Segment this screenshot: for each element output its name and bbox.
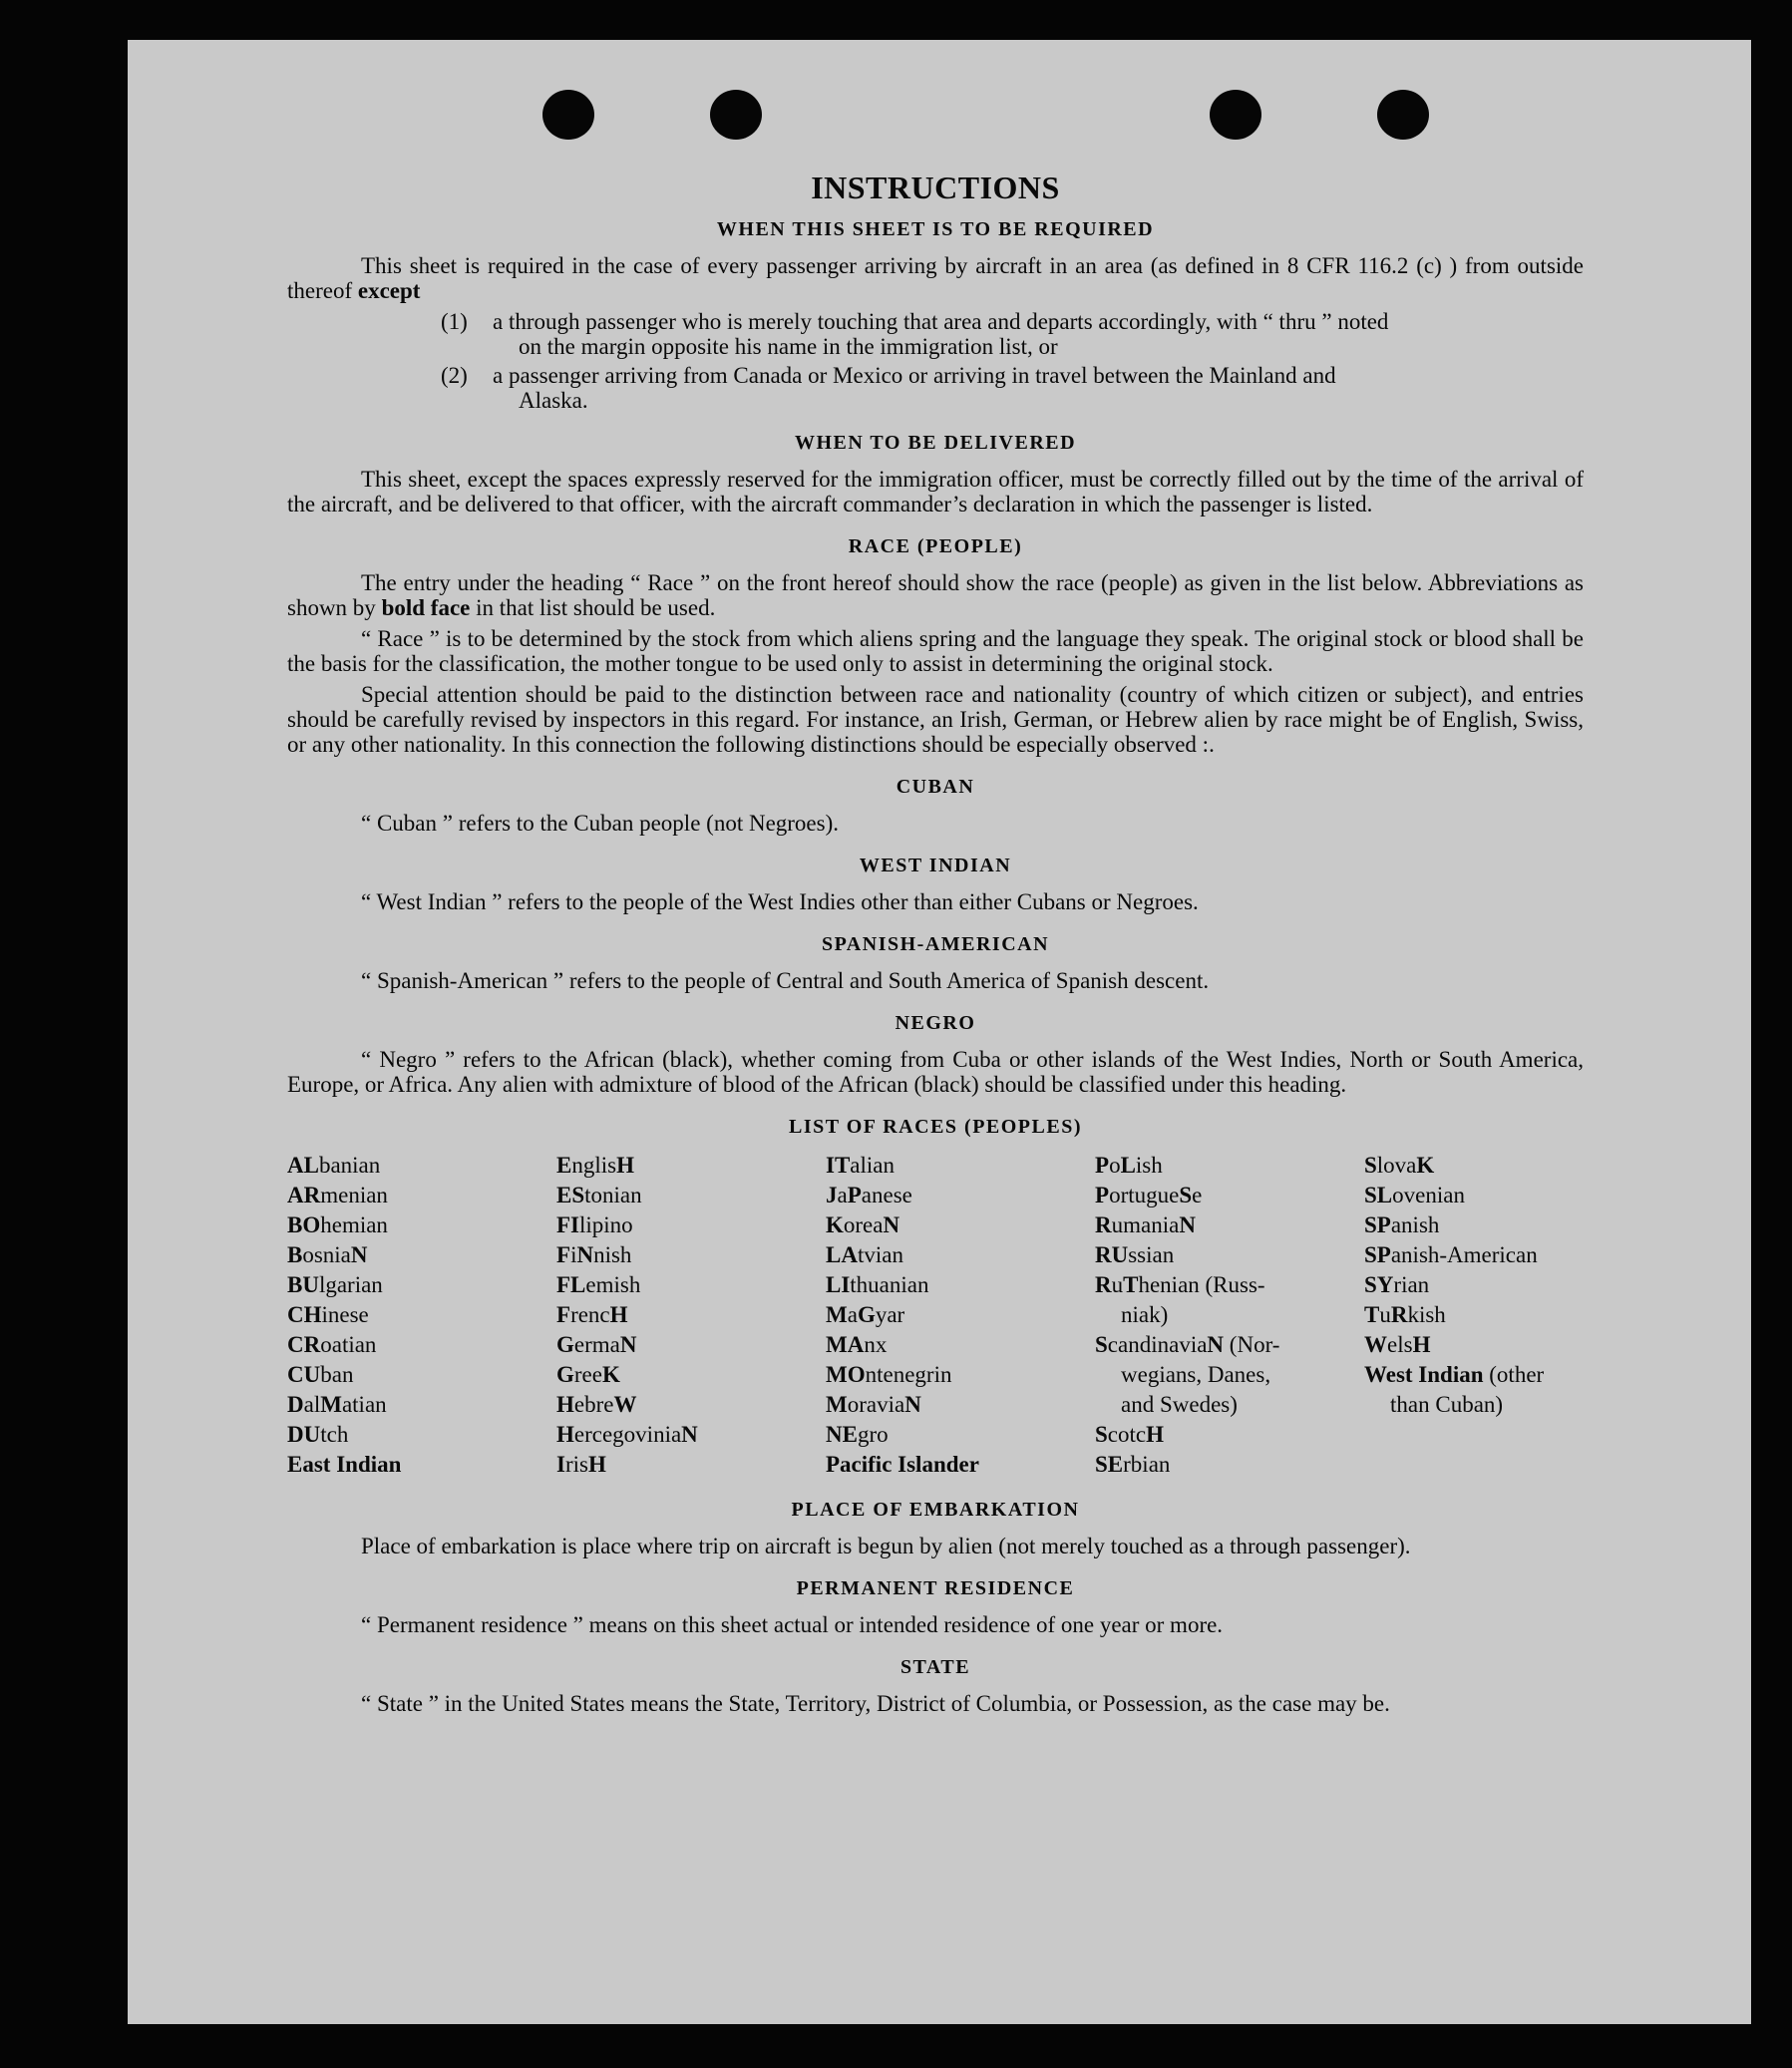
heading-embarkation: PLACE OF EMBARKATION bbox=[791, 1499, 1080, 1521]
race-entry: RUssian bbox=[1095, 1242, 1175, 1267]
punch-hole bbox=[1377, 90, 1429, 140]
race-entry: SErbian bbox=[1095, 1452, 1171, 1477]
west-indian-text: “ West Indian ” refers to the people of the West Indies other than either Cubans or Negroes. bbox=[361, 889, 1199, 914]
race-entry: ARmenian bbox=[287, 1183, 388, 1207]
race-entry: CHinese bbox=[287, 1302, 369, 1327]
heading-when-required: WHEN THIS SHEET IS TO BE REQUIRED bbox=[716, 218, 1155, 240]
race-entry: Pacific Islander bbox=[826, 1452, 979, 1477]
race-entry: SLovenian bbox=[1364, 1183, 1465, 1207]
race-entry: East Indian bbox=[287, 1452, 402, 1477]
race-entry: ScandinaviaN (Nor- bbox=[1095, 1332, 1280, 1357]
races-column bbox=[556, 1151, 826, 1480]
race-entry: ITalian bbox=[826, 1153, 895, 1178]
heading-cuban: CUBAN bbox=[896, 776, 975, 798]
heading-list-of-races: LIST OF RACES (PEOPLES) bbox=[788, 1116, 1082, 1138]
race-entry: KoreaN bbox=[826, 1212, 900, 1237]
negro-text: “ Negro ” refers to the African (black), whether coming from Cuba or other islands of the West Indies, North or South America, Europe, or Africa. Any alien with admixture of blood of the African (black) should be classified under this heading. bbox=[287, 1047, 1584, 1097]
race-entry: PortugueSe bbox=[1095, 1183, 1203, 1207]
race-entry: HebreW bbox=[556, 1392, 637, 1417]
race-entry: SPanish-American bbox=[1364, 1242, 1538, 1267]
race-entry: BUlgarian bbox=[287, 1272, 383, 1297]
race-entry: JaPanese bbox=[826, 1183, 912, 1207]
races-column bbox=[1095, 1151, 1364, 1480]
race-entry: FLemish bbox=[556, 1272, 641, 1297]
punch-hole bbox=[710, 90, 762, 140]
race-entry: EnglisH bbox=[556, 1153, 634, 1178]
race-entry: BOhemian bbox=[287, 1212, 388, 1237]
race-entry: FiNnish bbox=[556, 1242, 632, 1267]
heading-race: RACE (PEOPLE) bbox=[848, 535, 1023, 557]
race-entry: DalMatian bbox=[287, 1392, 387, 1417]
race-entry: PoLish bbox=[1095, 1153, 1163, 1178]
spanish-american-text: “ Spanish-American ” refers to the people of Central and South America of Spanish descent. bbox=[361, 968, 1210, 993]
page-title: INSTRUCTIONS bbox=[811, 170, 1060, 205]
embarkation-text: Place of embarkation is place where trip on aircraft is begun by alien (not merely touched as a through passenger). bbox=[361, 1534, 1411, 1558]
punch-hole bbox=[1210, 90, 1261, 140]
race-entry: SYrian bbox=[1364, 1272, 1430, 1297]
race-entry-continued: niak) bbox=[1121, 1302, 1169, 1327]
race-entry: GreeK bbox=[556, 1362, 620, 1387]
races-column bbox=[287, 1151, 556, 1480]
race-paragraph-2: “ Race ” is to be determined by the stock from which aliens spring and the language they speak. The original stock or blood shall be the basis for the classification, the mother tongue to be used only to assist in determining the original stock. bbox=[287, 626, 1584, 676]
race-entry: MoraviaN bbox=[826, 1392, 921, 1417]
instructions-body bbox=[287, 170, 1584, 1722]
delivered-text: This sheet, except the spaces expressly reserved for the immigration officer, must be correctly filled out by the time of the arrival of the aircraft, and be delivered to that officer, with the aircraft commander’s declaration in which the passenger is listed. bbox=[287, 467, 1584, 517]
cuban-text: “ Cuban ” refers to the Cuban people (not Negroes). bbox=[361, 811, 840, 836]
race-entry: CRoatian bbox=[287, 1332, 377, 1357]
race-entry-continued: and Swedes) bbox=[1121, 1392, 1238, 1417]
race-entry: LAtvian bbox=[826, 1242, 903, 1267]
heading-state: STATE bbox=[899, 1656, 971, 1678]
race-paragraph-3: Special attention should be paid to the distinction between race and nationality (country of which citizen or subject), and entries should be carefully revised by inspectors in this regard. For instance, an Irish, German, or Hebrew alien by race might be of English, Swiss, or any other nationality. In this connection the following distinctions should be especially observed :. bbox=[287, 682, 1584, 757]
exception-item: (1) a through passenger who is merely touching that area and departs accordingly, with “ thru ” noted on the margin opposite his name in the immigration list, or bbox=[441, 309, 1389, 359]
race-entry: BosniaN bbox=[287, 1242, 368, 1267]
race-paragraph-1: The entry under the heading “ Race ” on the front hereof should show the race (people) as given in the list below. Abbreviations as shown by bold face in that list should be used. bbox=[287, 570, 1584, 620]
race-entry-continued: wegians, Danes, bbox=[1121, 1362, 1271, 1387]
race-entry: EStonian bbox=[556, 1183, 642, 1207]
required-intro: This sheet is required in the case of every passenger arriving by aircraft in an area (as defined in 8 CFR 116.2 (c) ) from outside thereof except bbox=[287, 253, 1584, 303]
race-entry: ALbanian bbox=[287, 1153, 381, 1178]
heading-when-delivered: WHEN TO BE DELIVERED bbox=[794, 432, 1077, 454]
race-entry: WelsH bbox=[1364, 1332, 1431, 1357]
race-entry: West Indian (other bbox=[1364, 1362, 1545, 1387]
race-entry: MAnx bbox=[826, 1332, 888, 1357]
race-entry: SPanish bbox=[1364, 1212, 1440, 1237]
race-entry: ScotcH bbox=[1095, 1422, 1164, 1447]
residence-text: “ Permanent residence ” means on this sheet actual or intended residence of one year or more. bbox=[361, 1612, 1224, 1637]
race-entry: IrisH bbox=[556, 1452, 606, 1477]
punch-hole bbox=[542, 90, 594, 140]
race-entry: HercegoviniaN bbox=[556, 1422, 698, 1447]
race-entry: FrencH bbox=[556, 1302, 628, 1327]
race-entry: DUtch bbox=[287, 1422, 349, 1447]
race-entry: RumaniaN bbox=[1095, 1212, 1196, 1237]
race-entry: NEgro bbox=[826, 1422, 889, 1447]
race-entry-continued: than Cuban) bbox=[1390, 1392, 1504, 1417]
exception-item: (2) a passenger arriving from Canada or Mexico or arriving in travel between the Mainland and Alaska. bbox=[441, 363, 1336, 413]
race-entry: MOntenegrin bbox=[826, 1362, 952, 1387]
state-text: “ State ” in the United States means the State, Territory, District of Columbia, or Possession, as the case may be. bbox=[361, 1691, 1390, 1716]
race-entry: LIthuanian bbox=[826, 1272, 929, 1297]
races-column bbox=[826, 1151, 1095, 1480]
document-page bbox=[128, 40, 1751, 2024]
races-column bbox=[1364, 1151, 1594, 1480]
heading-spanish-american: SPANISH-AMERICAN bbox=[821, 933, 1050, 955]
race-entry: SlovaK bbox=[1364, 1153, 1435, 1178]
race-entry: RuThenian (Russ- bbox=[1095, 1272, 1265, 1297]
race-entry: CUban bbox=[287, 1362, 354, 1387]
race-entry: FIlipino bbox=[556, 1212, 633, 1237]
heading-permanent-residence: PERMANENT RESIDENCE bbox=[796, 1577, 1075, 1599]
races-list bbox=[287, 1151, 1584, 1480]
race-entry: TuRkish bbox=[1364, 1302, 1446, 1327]
race-entry: GermaN bbox=[556, 1332, 637, 1357]
race-entry: MaGyar bbox=[826, 1302, 905, 1327]
heading-west-indian: WEST INDIAN bbox=[859, 855, 1012, 876]
heading-negro: NEGRO bbox=[895, 1012, 976, 1034]
